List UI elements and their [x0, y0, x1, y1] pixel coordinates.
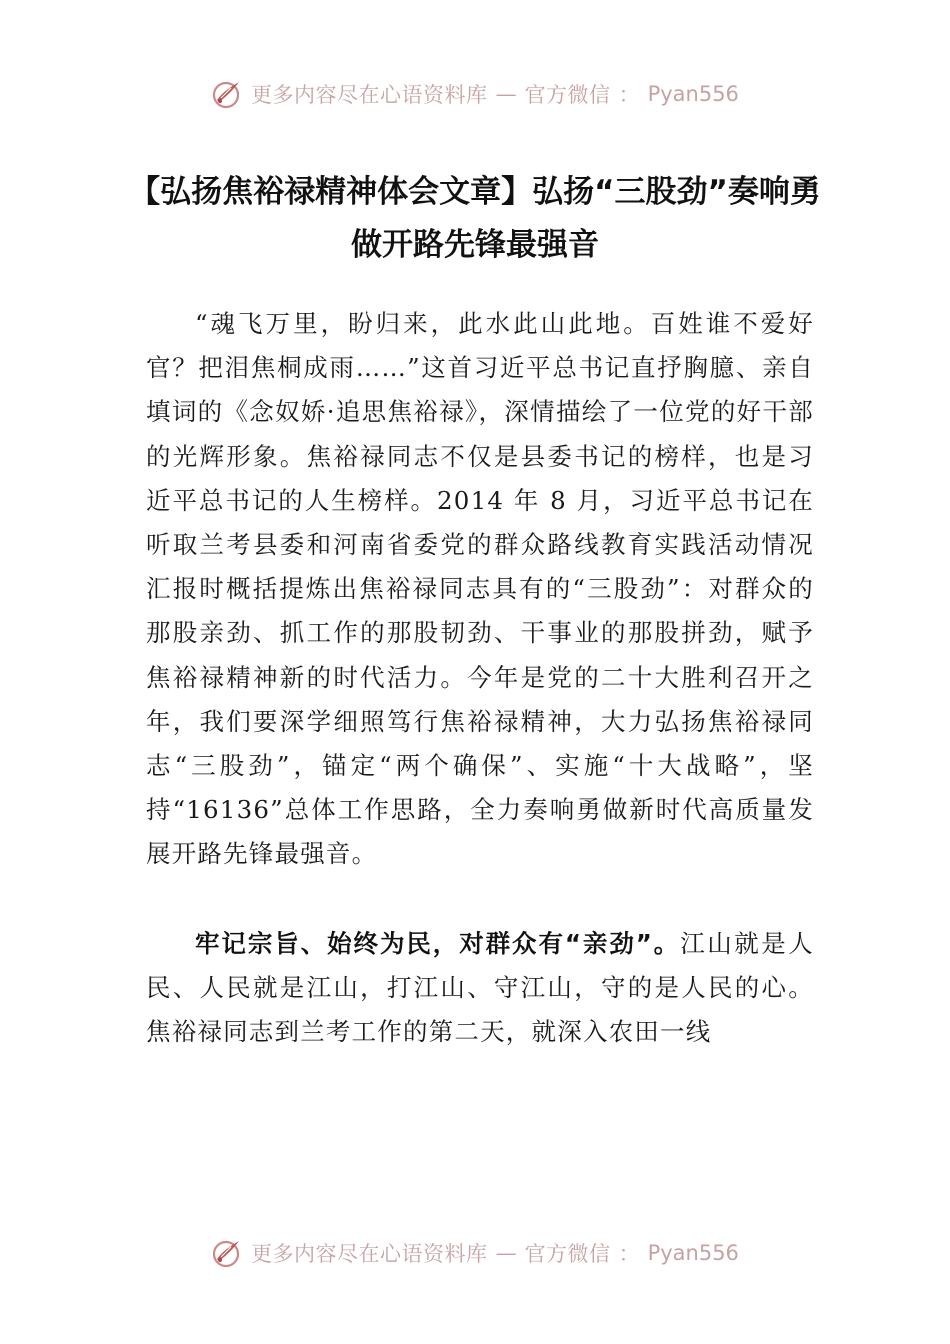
watermark-separator: — — [495, 1241, 517, 1265]
paragraph-section-one — [146, 922, 814, 1055]
section-one-text: 江山就是人民、人民就是江山，打江山、守江山，守的是人民的心。焦裕禄同志到兰考工作的第二天，就深入农田一线 — [146, 929, 815, 1047]
watermark-separator: — — [495, 82, 517, 106]
watermark-contact-label: 官方微信 — [524, 83, 611, 107]
section-one-heading: 牢记宗旨、始终为民，对群众有“亲劲”。 — [195, 929, 681, 958]
watermark-colon: ： — [618, 83, 640, 107]
watermark-contact-label: 官方微信 — [524, 1242, 611, 1266]
paragraph-intro-text: “魂飞万里，盼归来，此水此山此地。百姓谁不爱好官？把泪焦桐成雨……”这首习近平总书记直抒胸臆、亲自填词的《念奴娇·追思焦裕禄》，深情描绘了一位党的好干部的光辉形象。焦裕禄同志不仅是县委书记的榜样，也是习近平总书记的人生榜样。2014 年 8 月，习近平总书记在听取兰考县委和河南省委党的群众路线教育实践活动情况汇报时概括提炼出焦裕禄同志具有的“三股劲”：对群众的那股亲劲、抓工作的那股韧劲、干事业的那股拼劲，赋予焦裕禄精神新的时代活力。今年是党的二十大胜利召开之年，我们要深学细照笃行焦裕禄精神，大力弘扬焦裕禄同志“三股劲”，锚定“两个确保”、实施“十大战略”，坚持“16136”总体工作思路，全力奏响勇做新时代高质量发展开路先锋最强音。 — [146, 309, 814, 869]
footer-watermark — [0, 1233, 950, 1273]
header-watermark — [0, 74, 950, 114]
red-quill-seal-icon — [211, 1237, 243, 1269]
watermark-text: 更多内容尽在心语资料库 — [251, 1242, 488, 1266]
paragraph-intro — [146, 302, 814, 877]
watermark-colon: ： — [618, 1242, 640, 1266]
watermark-text: 更多内容尽在心语资料库 — [251, 83, 488, 107]
watermark-contact-id: Pyan556 — [647, 82, 739, 106]
watermark-contact-id: Pyan556 — [647, 1241, 739, 1265]
red-quill-seal-icon — [211, 78, 243, 110]
document-title: 【弘扬焦裕禄精神体会文章】弘扬“三股劲”奏响勇做开路先锋最强音 — [129, 174, 821, 263]
